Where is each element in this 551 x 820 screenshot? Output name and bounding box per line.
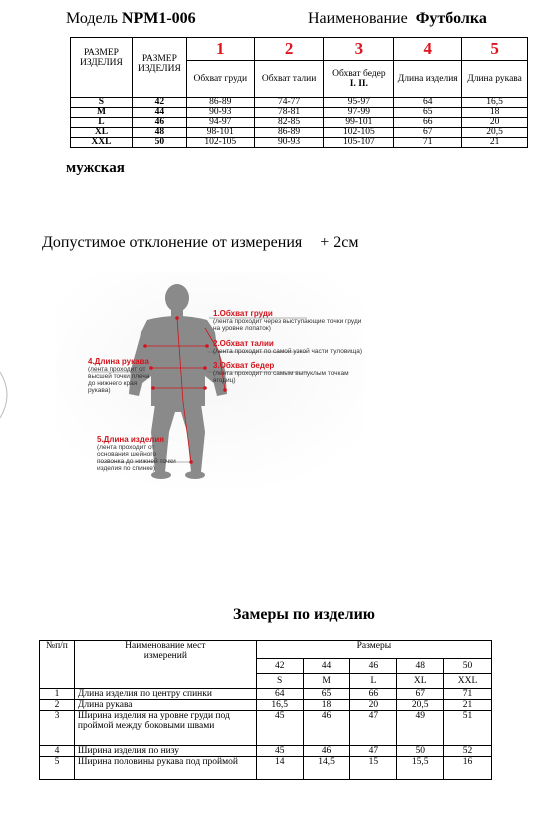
- name-label: Наименование: [308, 10, 408, 27]
- size-num: 42: [256, 659, 303, 674]
- name-value: Футболка: [415, 10, 487, 27]
- col-name-header: Наименование мест измерений: [74, 641, 256, 689]
- measure-header: Обхват груди: [186, 61, 254, 98]
- measurement-figure: [55, 272, 365, 487]
- size-letter: M: [303, 674, 350, 689]
- size-letter: L: [350, 674, 397, 689]
- hips-suffix: I. II.: [349, 79, 368, 89]
- measure-header-hips: [324, 61, 394, 98]
- table-row: 5 Ширина половины рукава под проймой 14 14,5 15 15,5 16: [40, 757, 492, 780]
- label-chest: 1.Обхват груди (лента проходит через выступающие точки груди на уровне лопаток): [213, 309, 362, 332]
- table-row: 4 Ширина изделия по низу 45 46 47 50 52: [40, 746, 492, 757]
- size-letter: S: [256, 674, 303, 689]
- label-sleeve: 4.Длина рукава (лента проходит от высшей точки плеча до нижнего края рукава): [88, 357, 150, 394]
- size-num: 46: [350, 659, 397, 674]
- measure-header: Длина рукава: [462, 61, 528, 98]
- size-letter: XXL: [444, 674, 492, 689]
- model-label: Модель: [66, 10, 118, 27]
- measure-number: 4: [394, 38, 462, 61]
- table-row: 1 Длина изделия по центру спинки 64 65 66 67 71: [40, 689, 492, 700]
- measure-number: 5: [462, 38, 528, 61]
- tolerance-line: [42, 234, 358, 252]
- size-letter: XL: [397, 674, 444, 689]
- tolerance-text: Допустимое отклонение от измерения: [42, 234, 303, 251]
- table-row: 3 Ширина изделия на уровне груди под проймой между боковыми швами 45 46 47 49 51: [40, 711, 492, 746]
- measure-header: Обхват талии: [254, 61, 324, 98]
- size-num: 48: [397, 659, 444, 674]
- measure-table: [39, 640, 492, 780]
- measure-number: 2: [254, 38, 324, 61]
- measure-title: Замеры по изделию: [233, 606, 376, 623]
- size-header-2: РАЗМЕР ИЗДЕЛИЯ: [132, 38, 186, 98]
- model-value: NPM1-006: [121, 10, 196, 27]
- size-header-1: РАЗМЕР ИЗДЕЛИЯ: [71, 38, 133, 98]
- label-hips: 3.Обхват бедер (лента проходит по самым выпуклым точкам ягодиц): [213, 361, 349, 384]
- col-sizes-header: Размеры: [256, 641, 491, 659]
- measure-number: 1: [186, 38, 254, 61]
- size-num: 50: [444, 659, 492, 674]
- col-no-header: №п/п: [40, 641, 75, 689]
- size-table: [70, 37, 528, 148]
- label-waist: 2.Обхват талии (лента проходит по самой узкой части туловища): [213, 339, 363, 355]
- table-row: S 42 86-89 74-77 95-97 64 16,5: [71, 98, 528, 108]
- size-num: 44: [303, 659, 350, 674]
- label-length: 5.Длина изделия (лента проходит от основания шейного позвонка до нижней точки изделия по спинке): [97, 435, 176, 472]
- tolerance-value: + 2см: [320, 234, 359, 251]
- measure-header: Длина изделия: [394, 61, 462, 98]
- measure-number: 3: [324, 38, 394, 61]
- subtitle: мужская: [66, 160, 125, 176]
- table-row: XL 48 98-101 86-89 102-105 67 20,5: [71, 128, 528, 138]
- table-row: XXL 50 102-105 90-93 105-107 71 21: [71, 138, 528, 148]
- table-row: L 46 94-97 82-85 99-101 66 20: [71, 118, 528, 128]
- page-edge-arc: [0, 370, 14, 420]
- model-heading: [66, 10, 196, 28]
- table-row: M 44 90-93 78-81 97-99 65 18: [71, 108, 528, 118]
- hips-label: Обхват бедер: [332, 69, 386, 79]
- table-row: 2 Длина рукава 16,5 18 20 20,5 21: [40, 700, 492, 711]
- name-heading: [308, 10, 487, 28]
